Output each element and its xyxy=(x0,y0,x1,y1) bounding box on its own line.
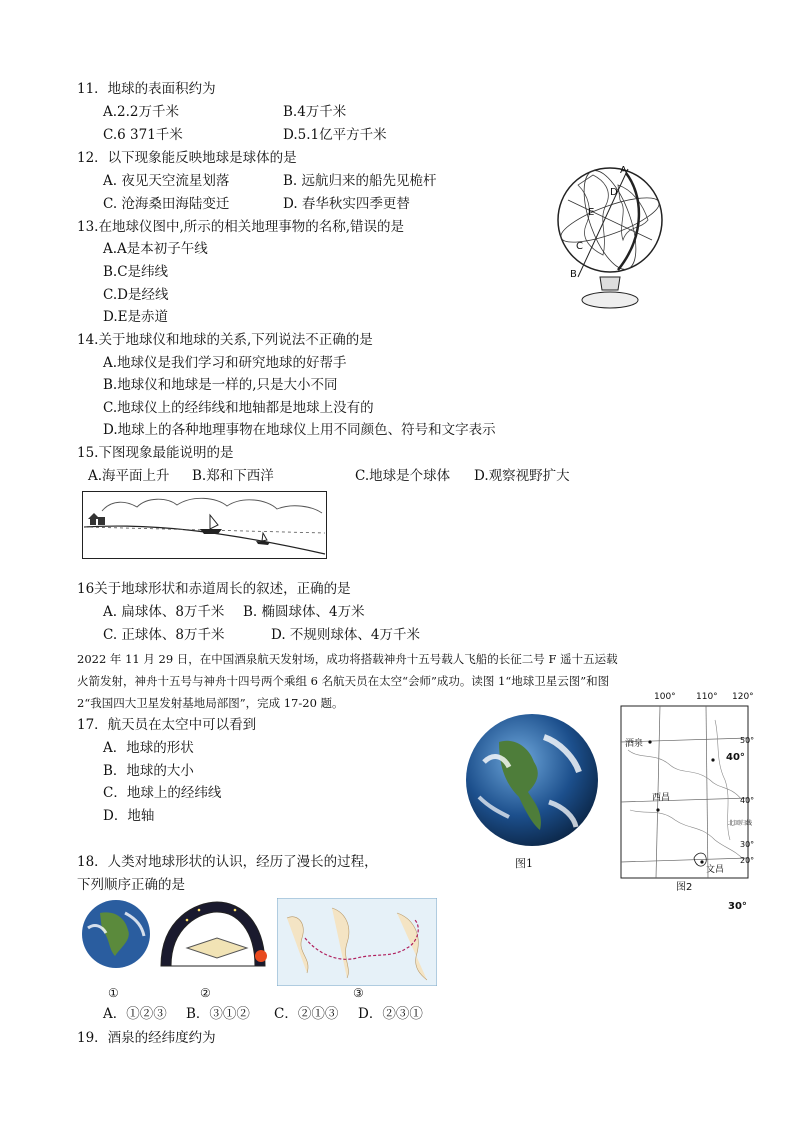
map-lon-100: 100° xyxy=(654,692,676,702)
q14-option-a: A.地球仪是我们学习和研究地球的好帮手 xyxy=(103,355,347,371)
map-lat-50: 50° xyxy=(740,736,755,745)
q18-option-b: B．③①② xyxy=(186,1006,250,1022)
q18-image-3-voyage-map xyxy=(277,898,437,986)
q15-option-a: A.海平面上升 xyxy=(88,468,170,484)
q18-option-a: A．①②③ xyxy=(103,1006,167,1022)
q17-option-a: A．地球的形状 xyxy=(103,740,194,756)
q18-label-3: ③ xyxy=(353,986,364,1000)
q14-stem: 14.关于地球仪和地球的关系,下列说法不正确的是 xyxy=(77,332,373,348)
q19-stem: 19．酒泉的经纬度约为 xyxy=(77,1030,216,1046)
earth-cloud-image xyxy=(464,712,600,850)
intro-line-2: 火箭发射，神舟十五号与神舟十四号两个乘组 6 名航天员在太空“会师”成功。读图 1“地球卫星云图”和图 xyxy=(77,674,610,688)
q18-label-1: ① xyxy=(108,986,119,1000)
q11-option-c: C.6 371千米 xyxy=(103,127,183,143)
launch-base-map xyxy=(620,690,755,893)
fig1-caption: 图1 xyxy=(515,857,533,870)
globe-label-a: A xyxy=(620,165,627,176)
q12-option-b: B. 远航归来的船先见桅杆 xyxy=(283,173,437,189)
q17-stem: 17．航天员在太空中可以看到 xyxy=(77,717,257,733)
q18-stem-line-1: 18．人类对地球形状的认识，经历了漫长的过程， xyxy=(77,854,378,870)
q18-image-1-earth xyxy=(80,898,152,970)
globe-label-c: C xyxy=(576,241,583,252)
map-tropic-label: 北回归线 xyxy=(728,820,753,827)
q18-option-d: D．②③① xyxy=(358,1006,423,1022)
intro-line-1: 2022 年 11 月 29 日，在中国酒泉航天发射场，成功将搭载神舟十五号载人飞船的长征二号 F 遥十五运载 xyxy=(77,652,618,666)
q15-option-c: C.地球是个球体 xyxy=(355,468,451,484)
q18-image-2-dome xyxy=(157,898,269,970)
map-lat-20: 20° xyxy=(740,856,755,865)
map-lon-110: 110° xyxy=(696,692,718,702)
q16-option-b: B. 椭圆球体、4万米 xyxy=(243,604,365,620)
q13-option-b: B.C是纬线 xyxy=(103,264,169,280)
globe-label-b: B xyxy=(570,269,577,280)
q18-label-2: ② xyxy=(200,986,211,1000)
q16-option-a: A. 扁球体、8万千米 xyxy=(103,604,225,620)
q18-option-c: C．②①③ xyxy=(274,1006,339,1022)
q17-option-b: B．地球的大小 xyxy=(103,763,194,779)
intro-line-3: 2“我国四大卫星发射基地局部图”，完成 17-20 题。 xyxy=(77,696,344,710)
globe-label-d: D xyxy=(610,187,618,198)
q11-option-d: D.5.1亿平方千米 xyxy=(283,127,387,143)
q12-stem: 12．以下现象能反映地球是球体的是 xyxy=(77,150,297,166)
map-place-wenchang: 文昌 xyxy=(706,865,725,875)
q12-option-d: D. 春华秋实四季更替 xyxy=(283,196,410,212)
q14-option-d: D.地球上的各种地理事物在地球仪上用不同颜色、符号和文字表示 xyxy=(103,422,496,438)
q16-option-c: C. 正球体、8万千米 xyxy=(103,627,225,643)
map-lat-30: 30° xyxy=(740,840,755,849)
q15-stem: 15.下图现象最能说明的是 xyxy=(77,445,234,461)
fig2-caption: 图2 xyxy=(676,882,693,893)
q16-stem: 16关于地球形状和赤道周长的叙述，正确的是 xyxy=(77,581,351,597)
globe-figure xyxy=(548,165,678,317)
q11-stem: 11．地球的表面积约为 xyxy=(77,81,216,97)
map-side-lat: 40° xyxy=(726,752,745,763)
map-place-jiuquan: 酒泉 xyxy=(625,739,644,749)
map-place-xichang: 西昌 xyxy=(652,793,671,803)
q15-option-d: D.观察视野扩大 xyxy=(474,468,570,484)
map-bottom-lat: 30° xyxy=(728,901,747,912)
q16-option-d: D. 不规则球体、4万千米 xyxy=(271,627,421,643)
q12-option-a: A. 夜见天空流星划落 xyxy=(103,173,230,189)
ship-horizon-figure xyxy=(82,491,327,559)
map-lat-40: 40° xyxy=(740,796,755,805)
q13-option-a: A.A是本初子午线 xyxy=(103,241,208,257)
q11-option-a: A.2.2万千米 xyxy=(103,104,180,120)
globe-label-e: E xyxy=(588,207,595,218)
q13-option-c: C.D是经线 xyxy=(103,287,169,303)
q13-stem: 13.在地球仪图中,所示的相关地理事物的名称,错误的是 xyxy=(77,219,405,235)
q14-option-b: B.地球仪和地球是一样的,只是大小不同 xyxy=(103,377,338,393)
q13-option-d: D.E是赤道 xyxy=(103,309,168,325)
map-lon-120: 120° xyxy=(732,692,754,702)
q15-option-b: B.郑和下西洋 xyxy=(192,468,274,484)
q12-option-c: C. 沧海桑田海陆变迁 xyxy=(103,196,230,212)
q11-option-b: B.4万千米 xyxy=(283,104,347,120)
q14-option-c: C.地球仪上的经纬线和地轴都是地球上没有的 xyxy=(103,400,374,416)
q17-option-d: D．地轴 xyxy=(103,808,155,824)
q17-option-c: C．地球上的经纬线 xyxy=(103,785,222,801)
q18-stem-line-2: 下列顺序正确的是 xyxy=(77,877,185,893)
